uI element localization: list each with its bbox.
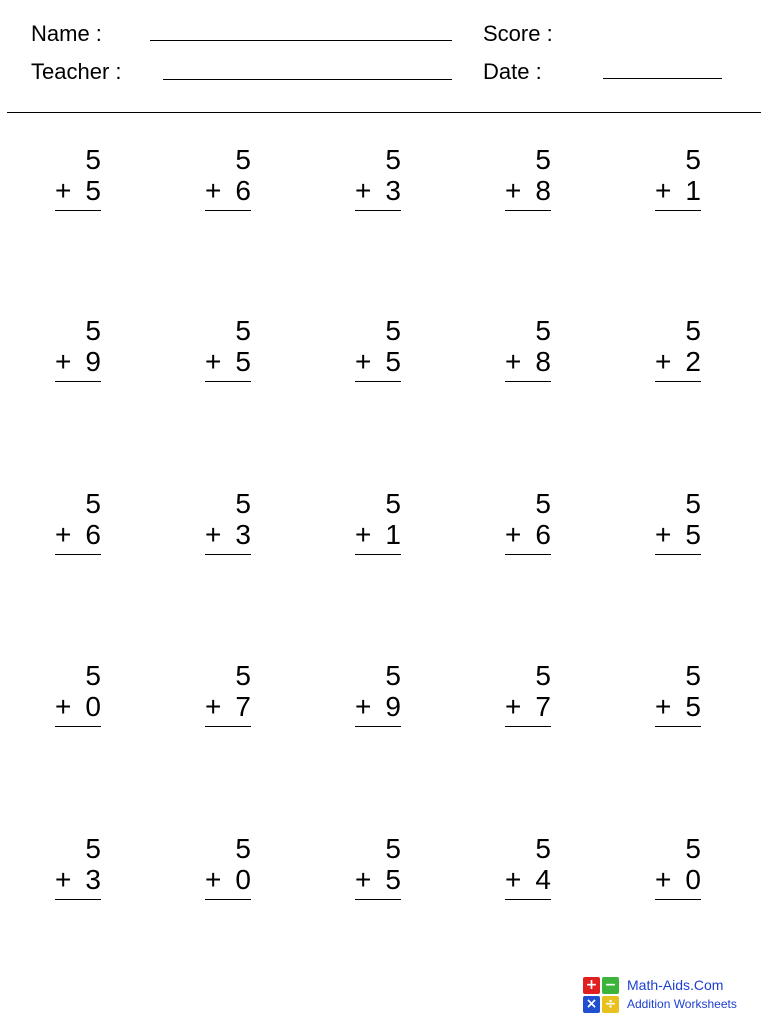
problem-bottom-number: 1 (685, 175, 701, 206)
problem-bottom-number: 7 (535, 691, 551, 722)
problem-top-number: 5 (385, 144, 401, 175)
problem-bottom-number: 6 (235, 175, 251, 206)
problem-top-number: 5 (685, 660, 701, 691)
addition-problem (55, 145, 103, 211)
answer-line (205, 210, 251, 211)
addition-problem (505, 661, 553, 727)
problem-top-number: 5 (385, 488, 401, 519)
problem-bottom-number: 3 (85, 864, 101, 895)
plus-sign: + (55, 691, 72, 722)
problem-bottom-number: 5 (235, 346, 251, 377)
problem-bottom-number: 0 (85, 691, 101, 722)
addition-problem (355, 145, 403, 211)
problem-top-number: 5 (235, 660, 251, 691)
answer-line (355, 899, 401, 900)
answer-line (55, 210, 101, 211)
problem-top-number: 5 (385, 660, 401, 691)
answer-line (355, 381, 401, 382)
answer-line (355, 210, 401, 211)
problem-top-number: 5 (235, 488, 251, 519)
plus-sign: + (205, 519, 222, 550)
problem-top-number: 5 (85, 660, 101, 691)
addition-problem (655, 489, 703, 555)
plus-sign: + (355, 519, 372, 550)
answer-line (505, 554, 551, 555)
answer-line (205, 554, 251, 555)
problem-bottom-number: 3 (385, 175, 401, 206)
addition-problem (205, 661, 253, 727)
date-label: Date : (483, 59, 542, 84)
plus-sign: + (505, 864, 522, 895)
addition-problem (655, 316, 703, 382)
answer-line (355, 726, 401, 727)
addition-problem (205, 489, 253, 555)
problem-top-number: 5 (85, 488, 101, 519)
addition-problem (355, 661, 403, 727)
problem-bottom-number: 9 (385, 691, 401, 722)
problem-top-number: 5 (85, 315, 101, 346)
problem-bottom-number: 8 (535, 175, 551, 206)
times-icon: × (583, 996, 600, 1013)
plus-sign: + (355, 175, 372, 206)
addition-problem (505, 145, 553, 211)
problem-bottom-number: 0 (685, 864, 701, 895)
problem-bottom-number: 8 (535, 346, 551, 377)
problem-top-number: 5 (235, 144, 251, 175)
math-operations-icon (583, 977, 621, 1015)
problem-top-number: 5 (535, 660, 551, 691)
problem-bottom-number: 0 (235, 864, 251, 895)
problem-top-number: 5 (685, 833, 701, 864)
plus-sign: + (655, 691, 672, 722)
problem-top-number: 5 (85, 144, 101, 175)
addition-problem (505, 489, 553, 555)
plus-sign: + (205, 346, 222, 377)
problem-bottom-number: 2 (685, 346, 701, 377)
plus-sign: + (655, 864, 672, 895)
answer-line (55, 381, 101, 382)
addition-problem (655, 834, 703, 900)
answer-line (355, 554, 401, 555)
name-label: Name : (31, 21, 102, 46)
addition-problem (505, 316, 553, 382)
score-label: Score : (483, 21, 553, 46)
plus-sign: + (655, 175, 672, 206)
problem-top-number: 5 (535, 315, 551, 346)
answer-line (655, 554, 701, 555)
divide-icon: ÷ (602, 996, 619, 1013)
addition-problem (655, 145, 703, 211)
problem-bottom-number: 5 (685, 691, 701, 722)
problem-top-number: 5 (235, 315, 251, 346)
problem-bottom-number: 6 (535, 519, 551, 550)
problem-top-number: 5 (385, 315, 401, 346)
plus-sign: + (205, 175, 222, 206)
addition-problem (55, 316, 103, 382)
addition-problem (355, 834, 403, 900)
answer-line (655, 726, 701, 727)
plus-sign: + (55, 519, 72, 550)
addition-problem (55, 661, 103, 727)
plus-sign: + (355, 864, 372, 895)
plus-sign: + (55, 864, 72, 895)
answer-line (205, 381, 251, 382)
addition-problem (355, 489, 403, 555)
addition-problem (355, 316, 403, 382)
plus-sign: + (55, 175, 72, 206)
minus-icon: − (602, 977, 619, 994)
answer-line (505, 726, 551, 727)
answer-line (205, 899, 251, 900)
problem-bottom-number: 5 (385, 864, 401, 895)
answer-line (55, 554, 101, 555)
problem-bottom-number: 5 (685, 519, 701, 550)
problem-top-number: 5 (85, 833, 101, 864)
addition-problem (205, 145, 253, 211)
problem-bottom-number: 7 (235, 691, 251, 722)
teacher-label: Teacher : (31, 59, 122, 84)
problem-top-number: 5 (685, 144, 701, 175)
answer-line (55, 726, 101, 727)
addition-problem (55, 834, 103, 900)
addition-problem (505, 834, 553, 900)
answer-line (655, 381, 701, 382)
problem-bottom-number: 4 (535, 864, 551, 895)
problem-top-number: 5 (685, 315, 701, 346)
plus-sign: + (205, 864, 222, 895)
problem-top-number: 5 (235, 833, 251, 864)
problem-top-number: 5 (535, 833, 551, 864)
problem-bottom-number: 5 (85, 175, 101, 206)
problem-bottom-number: 6 (85, 519, 101, 550)
answer-line (505, 899, 551, 900)
answer-line (55, 899, 101, 900)
plus-sign: + (355, 691, 372, 722)
plus-sign: + (655, 346, 672, 377)
problem-bottom-number: 5 (385, 346, 401, 377)
problem-bottom-number: 3 (235, 519, 251, 550)
plus-sign: + (55, 346, 72, 377)
plus-sign: + (355, 346, 372, 377)
answer-line (505, 210, 551, 211)
problem-top-number: 5 (385, 833, 401, 864)
answer-line (655, 899, 701, 900)
plus-sign: + (655, 519, 672, 550)
problem-bottom-number: 1 (385, 519, 401, 550)
brand-logo (583, 975, 753, 1017)
problem-top-number: 5 (535, 488, 551, 519)
answer-line (205, 726, 251, 727)
addition-problem (205, 834, 253, 900)
problem-bottom-number: 9 (85, 346, 101, 377)
answer-line (505, 381, 551, 382)
addition-problem (655, 661, 703, 727)
problem-top-number: 5 (685, 488, 701, 519)
addition-problem (205, 316, 253, 382)
plus-sign: + (505, 175, 522, 206)
addition-problem (55, 489, 103, 555)
plus-sign: + (505, 346, 522, 377)
plus-icon: + (583, 977, 600, 994)
brand-name: Math-Aids.Com (627, 977, 724, 993)
brand-subtitle: Addition Worksheets (627, 997, 737, 1011)
plus-sign: + (505, 519, 522, 550)
answer-line (655, 210, 701, 211)
plus-sign: + (205, 691, 222, 722)
plus-sign: + (505, 691, 522, 722)
problem-top-number: 5 (535, 144, 551, 175)
